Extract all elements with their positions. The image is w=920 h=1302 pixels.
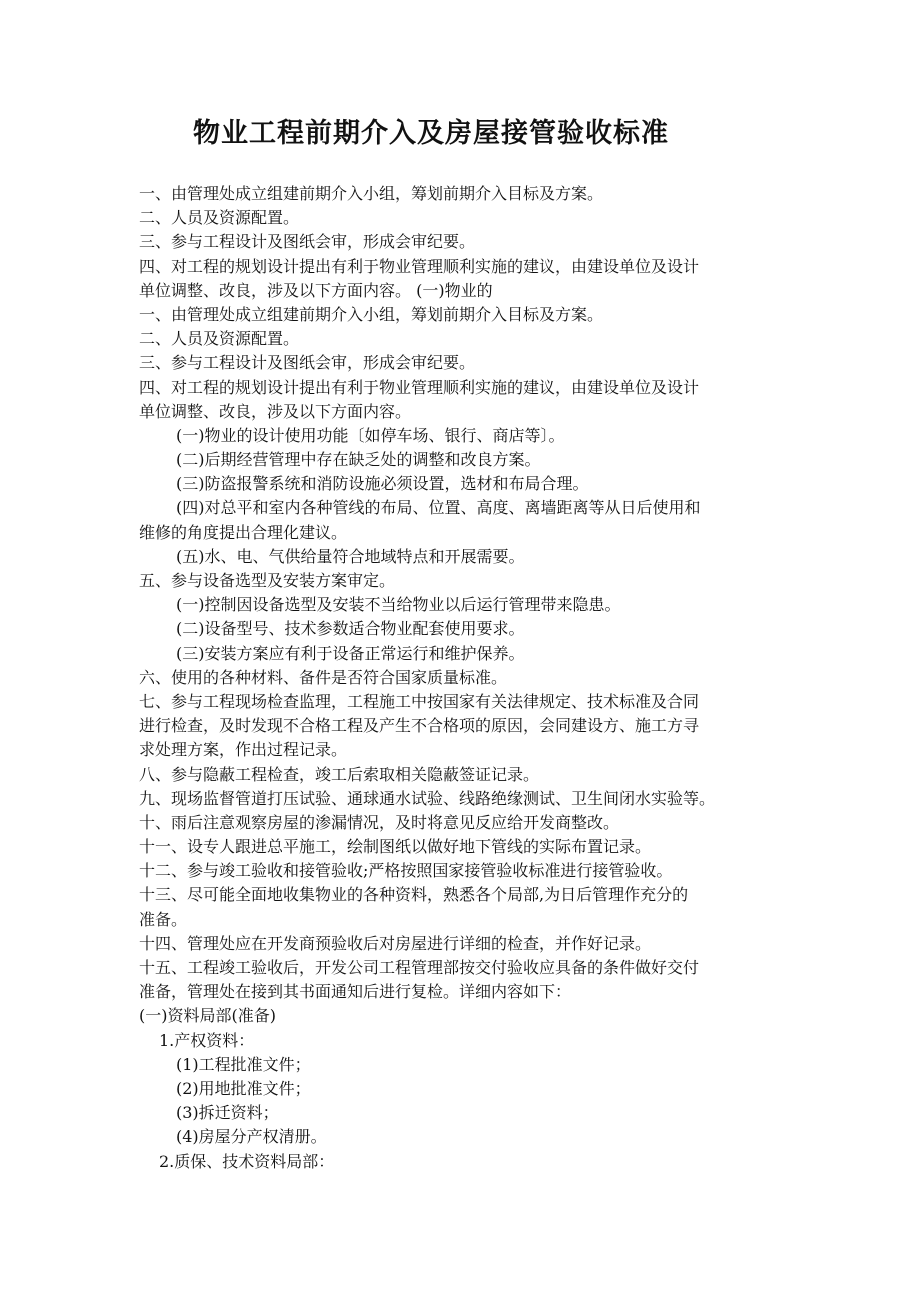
text-line: (2)用地批准文件； xyxy=(176,1078,311,1098)
text-line: 十三、尽可能全面地收集物业的各种资料，熟悉各个局部,为日后管理作充分的 xyxy=(139,885,689,905)
text-line: 一、由管理处成立组建前期介入小组，筹划前期介入目标及方案。 xyxy=(139,304,604,324)
text-line: (三)防盗报警系统和消防设施必须设置，选材和布局合理。 xyxy=(176,474,589,494)
text-line: 维修的角度提出合理化建议。 xyxy=(139,522,348,542)
text-line: 单位调整、改良，涉及以下方面内容。 (一)物业的 xyxy=(139,280,493,300)
text-line: (1)工程批准文件； xyxy=(176,1054,311,1074)
text-line: 二、人员及资源配置。 xyxy=(139,208,300,228)
text-line: 四、对工程的规划设计提出有利于物业管理顺利实施的建议，由建设单位及设计 xyxy=(139,256,700,276)
text-line: (四)对总平和室内各种管线的布局、位置、高度、离墙距离等从日后使用和 xyxy=(176,498,701,518)
text-line: 十五、工程竣工验收后，开发公司工程管理部按交付验收应具备的条件做好交付 xyxy=(139,958,700,977)
text-line: (3)拆迁资料； xyxy=(176,1103,279,1123)
text-line: (4)房屋分产权清册。 xyxy=(176,1127,327,1147)
text-line: (一)资料局部(准备) xyxy=(139,1006,276,1026)
text-line: 五、参与设备选型及安装方案审定。 xyxy=(139,571,396,590)
text-line: 2.质保、技术资料局部： xyxy=(159,1151,335,1171)
text-line: 十一、设专人跟进总平施工，绘制图纸以做好地下管线的实际布置记录。 xyxy=(139,837,652,857)
document-title: 物业工程前期介入及房屋接管验收标准 xyxy=(193,118,669,149)
text-line: 准备。 xyxy=(139,909,188,929)
text-line: 十、雨后注意观察房屋的渗漏情况，及时将意见反应给开发商整改。 xyxy=(139,812,620,832)
text-line: (一)物业的设计使用功能〔如停车场、银行、商店等〕。 xyxy=(176,425,565,445)
text-line: 十四、管理处应在开发商预验收后对房屋进行详细的检查，并作好记录。 xyxy=(139,933,652,953)
text-line: 三、参与工程设计及图纸会审，形成会审纪要。 xyxy=(139,353,476,373)
text-line: 十二、参与竣工验收和接管验收;严格按照国家接管验收标准进行接管验收。 xyxy=(139,861,673,881)
text-line: 一、由管理处成立组建前期介入小组，筹划前期介入目标及方案。 xyxy=(139,184,604,203)
text-line: 七、参与工程现场检查监理，工程施工中按国家有关法律规定、技术标准及合同 xyxy=(139,691,700,711)
text-line: (二)后期经营管理中存在缺乏处的调整和改良方案。 xyxy=(176,450,541,470)
text-line: (一)控制因设备选型及安装不当给物业以后运行管理带来隐患。 xyxy=(176,595,621,615)
text-line: 六、使用的各种材料、备件是否符合国家质量标准。 xyxy=(139,667,508,687)
text-line: 单位调整、改良，涉及以下方面内容。 xyxy=(139,401,412,421)
text-line: (三)安装方案应有利于设备正常运行和维护保养。 xyxy=(176,643,525,663)
text-line: 准备，管理处在接到其书面通知后进行复检。详细内容如下： xyxy=(139,982,572,1002)
text-line: 进行检查，及时发现不合格工程及产生不合格项的原因，会同建设方、施工方寻 xyxy=(139,716,700,736)
text-line: 求处理方案，作出过程记录。 xyxy=(139,740,348,760)
text-line: 1.产权资料： xyxy=(159,1030,255,1050)
text-line: 二、人员及资源配置。 xyxy=(139,329,300,349)
text-line: (二)设备型号、技术参数适合物业配套使用要求。 xyxy=(176,619,525,639)
text-line: 八、参与隐蔽工程检查，竣工后索取相关隐蔽签证记录。 xyxy=(139,764,540,784)
text-line: 九、现场监督管道打压试验、通球通水试验、线路绝缘测试、卫生间闭水实验等。 xyxy=(139,788,716,808)
text-line: (五)水、电、气供给量符合地域特点和开展需要。 xyxy=(176,546,525,566)
document-body xyxy=(139,182,785,1174)
text-line: 四、对工程的规划设计提出有利于物业管理顺利实施的建议，由建设单位及设计 xyxy=(139,377,700,397)
text-line: 三、参与工程设计及图纸会审，形成会审纪要。 xyxy=(139,232,476,252)
